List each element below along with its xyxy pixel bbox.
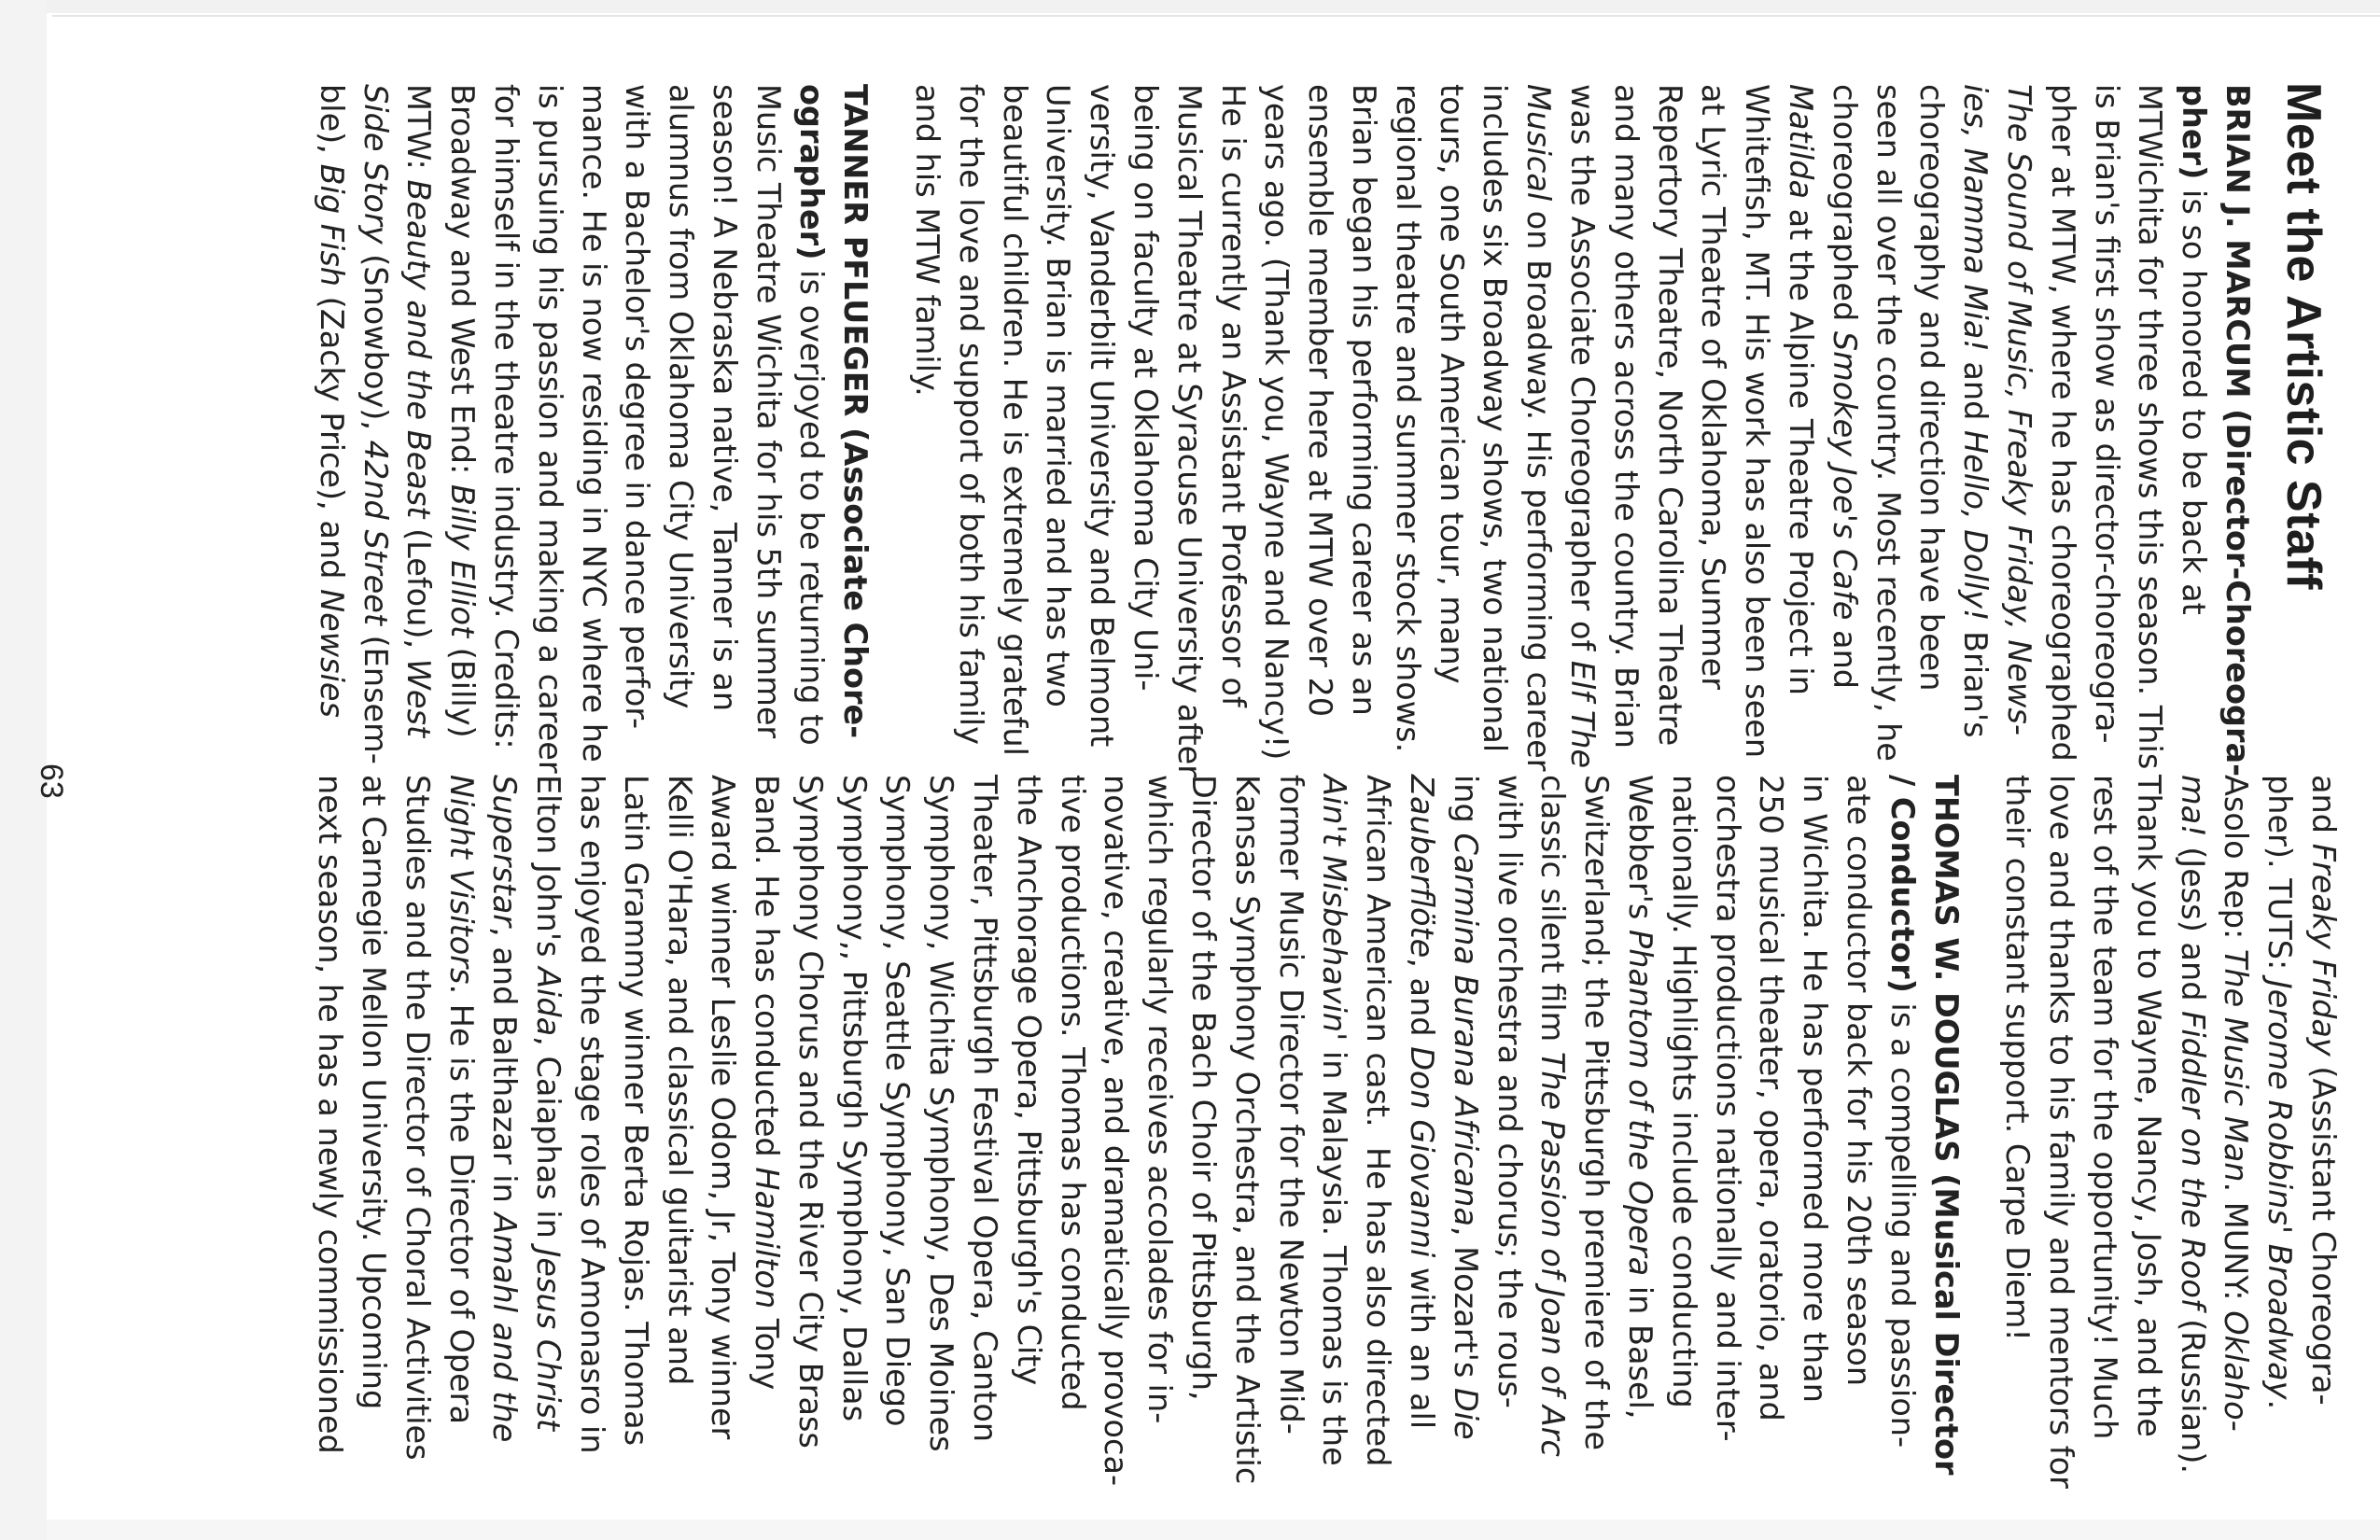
text-line: love and thanks to his family and mentors for [2043,775,2080,1489]
text-line: Switzerland; the Pittsburgh premiere of the [1578,775,1616,1450]
right-column [307,775,2345,1489]
text-line: ing Carmina Burana Africana, Mozart's Die [1447,775,1484,1440]
text-line: Latin Grammy winner Berta Rojas. Thomas [617,775,654,1447]
text-line: mance. He is now residing in NYC where he [575,84,612,763]
text-line: next season, he has a newly commissioned [312,775,349,1454]
text-line: ies, Mamma Mia! and Hello, Dolly! Brian's [1957,84,1995,738]
text-line: Studies and the Director of Choral Activities [399,775,436,1461]
text-line: TANNER PFLUEGER (Associate Chore- [837,84,875,739]
text-line: THOMAS W. DOUGLAS (Musical Director [1927,775,1965,1476]
text-line: former Music Director for the Newton Mid- [1272,775,1309,1435]
text-line: rest of the team for the opportunity! Much [2087,775,2124,1440]
text-line: Award winner Leslie Odom, Jr, Tony winner [705,775,742,1440]
page-title: Meet the Artistic Staff [2276,82,2331,591]
text-line: Musical on Broadway. His performing career [1520,84,1558,772]
text-line: at Carnegie Mellon University. Upcoming [355,775,392,1410]
text-line: tive productions. Thomas has conducted [1054,775,1091,1411]
text-line: Kelli O'Hara, and classical guitarist and [661,775,698,1386]
paragraph-gap [1967,775,1995,1428]
text-line: seen all over the country. Most recently, he [1869,84,1907,762]
text-line: ate conductor back for his 20th season [1841,775,1878,1387]
text-line: University. Brian is married and has two [1040,84,1077,707]
text-line: with a Bachelor's degree in dance perfor- [619,84,656,730]
text-line: is Brian's first show as director-choreogra- [2088,84,2125,744]
text-line: pher) is so honored to be back at [2176,84,2213,615]
text-line: ble), Big Fish (Zacky Price), and Newsies [313,84,350,718]
text-line: Thank you to Wayne, Nancy, Josh, and the [2130,775,2167,1437]
text-line: tours, one South American tour, many [1433,84,1470,684]
text-line: their constant support. Carpe Diem! [1999,775,2037,1341]
text-line: and many others across the country. Brian [1607,84,1645,749]
text-line: beautiful children. He is extremely grateful [996,84,1033,756]
text-line: BRIAN J. MARCUM (Director-Choreogra- [2219,84,2256,777]
text-line: the Anchorage Opera, Pittsburgh's City [1010,775,1047,1386]
text-line: classic silent film The Passion of Joan of Arc [1534,775,1572,1457]
text-line: pher at MTW, where he has choreographed [2044,84,2081,762]
text-line: Music Theatre Wichita for his 5th summer [749,84,787,739]
text-line: 250 musical theater, opera, oratorio, and [1753,775,1790,1421]
text-line: Whitefish, MT. His work has also been seen [1739,84,1776,759]
text-line: Elton John's Aida, Caiaphas in Jesus Christ [530,775,567,1432]
text-line: ma! (Jess) and Fiddler on the Roof (Russian). [2174,775,2211,1475]
text-line: Asolo Rep: The Music Man. MUNY: Oklaho- [2218,775,2255,1432]
text-line: includes six Broadway shows, two national [1477,84,1514,753]
text-line: choreography and direction have been [1913,84,1951,692]
text-line: Night Visitors. He is the Director of Opera [442,775,480,1424]
text-line: in Wichita. He has performed more than [1797,775,1834,1403]
text-line: African American cast. He has also directed [1360,775,1397,1467]
text-line: orchestra productions nationally and inter- [1709,775,1746,1442]
text-line: was the Associate Choreographer of Elf The [1564,84,1602,769]
text-line: which regularly receives accolades for in- [1141,775,1179,1424]
text-line: versity, Vanderbilt University and Belmont [1084,84,1121,748]
text-line: pher). TUTS: Jerome Robbins' Broadway. [2261,775,2299,1410]
text-line: for himself in the theatre industry. Credits: [487,84,525,749]
text-line: alumnus from Oklahoma City University [663,84,700,709]
text-line: Webber's Phantom of the Opera in Basel, [1622,775,1659,1420]
text-line: has enjoyed the stage roles of Amonasro in [573,775,610,1454]
text-line: with live orchestra and chorus; the rous- [1491,775,1528,1408]
text-line: Kansas Symphony Orchestra, and the Artistic [1228,775,1266,1485]
text-line: Brian began his performing career as an [1346,84,1383,716]
text-line: at Lyric Theatre of Oklahoma, Summer [1695,84,1732,691]
text-line: ographer) is overjoyed to be returning to [793,84,831,746]
paragraph-gap [876,84,904,737]
text-line: choreographed Smokey Joe's Cafe and [1826,84,1863,690]
text-line: for the love and support of both his family [952,84,989,745]
text-line: and his MTW family. [909,84,946,397]
text-line: Side Story (Snowboy), 42nd Street (Ensem- [357,84,394,764]
text-line: MTW: Beauty and the Beast (Lefou), West [400,84,438,738]
text-line: Symphony,, Pittsburgh Symphony, Dallas [835,775,873,1422]
text-line: years ago. (Thank you, Wayne and Nancy!) [1258,84,1295,761]
text-line: Superstar, and Balthazar in Amahl and the [486,775,524,1443]
text-line: / Conductor) is a compelling and passion- [1883,775,1921,1449]
text-line: Broadway and West End: Billy Elliot (Billy) [444,84,482,738]
text-line: novative, creative, and dramatically provoca- [1098,775,1135,1487]
text-line: Theater, Pittsburgh Festival Opera, Canton [967,775,1004,1443]
text-line: Symphony Chorus and the River City Brass [791,775,829,1449]
text-line: season! A Nebraska native, Tanner is an [706,84,743,712]
text-line: The Sound of Music, Freaky Friday, News- [2001,84,2038,735]
text-line: ensemble member here at MTW over 20 [1302,84,1339,718]
text-line: nationally. Highlights include conducting [1665,775,1702,1408]
text-line: Matilda at the Alpine Theatre Project in [1783,84,1820,695]
text-line: Musical Theatre at Syracuse University after [1170,84,1208,778]
text-line: regional theatre and summer stock shows. [1389,84,1426,753]
text-line: and Freaky Friday (Assistant Choreogra- [2305,775,2342,1406]
text-line: He is currently an Assistant Professor of [1214,84,1252,707]
text-line: Symphony, Wichita Symphony, Des Moines [923,775,960,1452]
text-line: being on faculty at Oklahoma City Uni- [1127,84,1165,692]
left-column [309,84,2259,778]
page-number: 63 [34,763,69,799]
text-line: Zauberflöte, and Don Giovanni with an all [1404,775,1441,1430]
text-line: Ain't Misbehavin' in Malaysia. Thomas is the [1316,775,1353,1466]
text-line: MTWichita for three shows this season. This [2132,84,2169,770]
text-line: Director of the Bach Choir of Pittsburgh, [1185,775,1223,1401]
text-line: Symphony, Seattle Symphony, San Diego [879,775,917,1427]
text-line: is pursuing his passion and making a career [531,84,568,774]
text-line: Band. He has conducted Hamilton Tony [749,775,786,1391]
text-line: Repertory Theatre, North Carolina Theatre [1651,84,1688,747]
